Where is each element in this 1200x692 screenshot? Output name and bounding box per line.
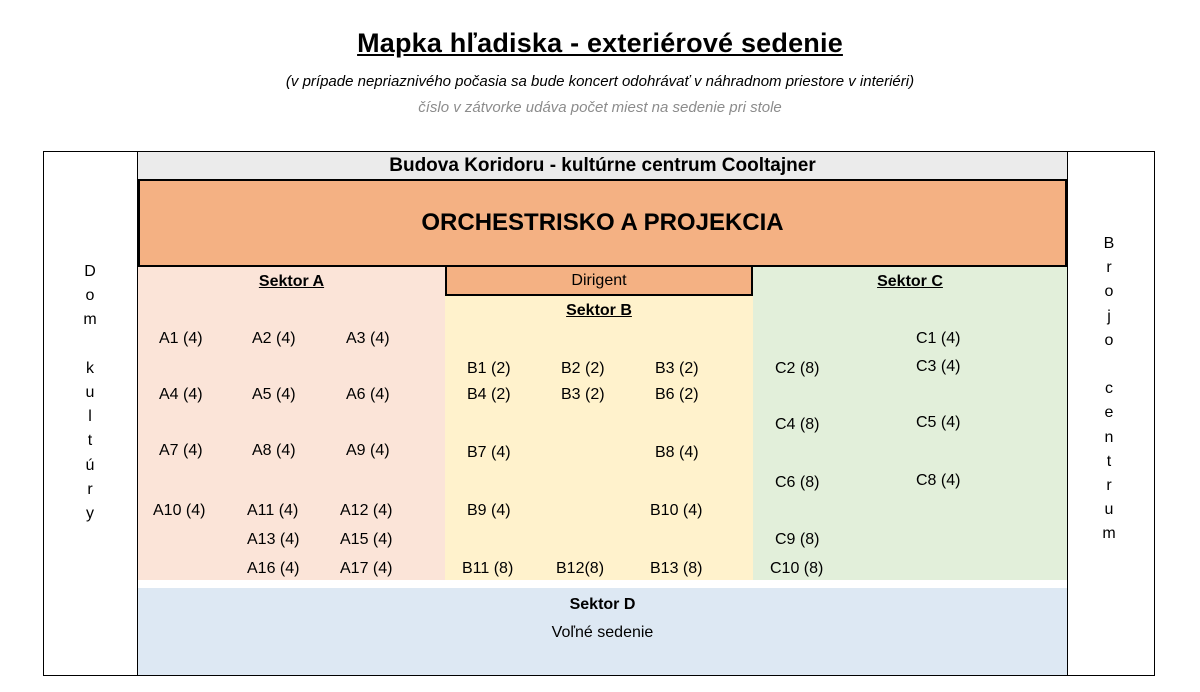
seat-a8: A8 (4) — [252, 442, 296, 459]
right-letter: t — [1106, 452, 1112, 470]
right-letter: o — [1104, 283, 1114, 301]
seat-a15: A15 (4) — [340, 531, 393, 548]
seat-c3: C3 (4) — [916, 358, 961, 375]
seat-c8: C8 (4) — [916, 472, 961, 489]
building-header: Budova Koridoru - kultúrne centrum Cooltajner — [138, 152, 1067, 179]
right-letter: r — [1106, 259, 1112, 277]
seat-a7: A7 (4) — [159, 442, 203, 459]
left-side-label — [43, 260, 137, 526]
seat-c10: C10 (8) — [770, 560, 824, 577]
seat-a16: A16 (4) — [247, 560, 300, 577]
seat-a10: A10 (4) — [153, 502, 206, 519]
seat-a13: A13 (4) — [247, 531, 300, 548]
left-letter: y — [86, 504, 94, 522]
left-letter: t — [87, 432, 93, 450]
seating-note: číslo v zátvorke udáva počet miest na sedenie pri stole — [418, 99, 782, 116]
seat-a2: A2 (4) — [252, 330, 296, 347]
left-letter — [43, 333, 137, 357]
seat-b11: B11 (8) — [462, 560, 514, 577]
left-letter: ú — [85, 456, 95, 474]
left-letter: l — [88, 408, 92, 426]
right-letter: m — [1102, 525, 1116, 543]
left-letter: k — [86, 359, 94, 377]
seat-a6: A6 (4) — [346, 386, 390, 403]
seat-b4: B4 (2) — [467, 386, 511, 403]
right-letter: n — [1104, 428, 1114, 446]
right-letter: B — [1103, 235, 1115, 252]
sector-b-label: Sektor B — [566, 302, 632, 319]
seat-b1: B1 (2) — [467, 360, 511, 377]
seat-b10: B10 (4) — [650, 502, 703, 519]
seat-b7: B7 (4) — [467, 444, 511, 461]
orchestra-area: ORCHESTRISKO A PROJEKCIA — [138, 179, 1067, 267]
seat-c9: C9 (8) — [775, 531, 820, 548]
seat-b2: B2 (2) — [561, 360, 605, 377]
seat-c5: C5 (4) — [916, 414, 961, 431]
left-letter: o — [85, 287, 95, 305]
seat-c1: C1 (4) — [916, 330, 961, 347]
seat-b3-second: B3 (2) — [561, 386, 605, 403]
sector-d-label: Sektor D — [569, 596, 636, 613]
seat-c6: C6 (8) — [775, 474, 820, 491]
seat-a5: A5 (4) — [252, 386, 296, 403]
page-subtitle: (v prípade nepriaznivého počasia sa bude koncert odohrávať v náhradnom priestore v interiéri) — [285, 73, 915, 90]
seat-b3: B3 (2) — [655, 360, 699, 377]
seat-b9: B9 (4) — [467, 502, 511, 519]
left-letter: D — [84, 263, 96, 280]
left-letter: r — [87, 480, 93, 498]
conductor-area: Dirigent — [445, 267, 753, 296]
page-title: Mapka hľadiska - exteriérové sedenie — [357, 28, 843, 58]
sector-a-label: Sektor A — [258, 273, 325, 290]
seat-a11: A11 (4) — [247, 502, 299, 519]
seat-b8: B8 (4) — [655, 444, 699, 461]
left-letter: m — [83, 311, 97, 329]
sector-d-text: Voľné sedenie — [551, 624, 654, 641]
seat-a12: A12 (4) — [340, 502, 393, 519]
seat-b12: B12(8) — [556, 560, 605, 577]
right-letter: c — [1105, 380, 1113, 398]
seat-c4: C4 (8) — [775, 416, 820, 433]
right-letter: o — [1104, 331, 1114, 349]
seat-b6: B6 (2) — [655, 386, 699, 403]
seat-c2: C2 (8) — [775, 360, 820, 377]
left-letter: u — [85, 383, 95, 401]
seat-a3: A3 (4) — [346, 330, 390, 347]
right-letter — [1063, 353, 1155, 377]
left-divider — [137, 151, 138, 676]
seat-a1: A1 (4) — [159, 330, 203, 347]
right-letter: e — [1104, 404, 1114, 422]
seat-a9: A9 (4) — [346, 442, 390, 459]
right-letter: u — [1104, 501, 1114, 519]
seat-b13: B13 (8) — [650, 560, 703, 577]
sector-c-label: Sektor C — [877, 273, 943, 290]
right-side-label — [1063, 232, 1155, 546]
seat-a17: A17 (4) — [340, 560, 393, 577]
seat-a4: A4 (4) — [159, 386, 203, 403]
right-letter: r — [1106, 476, 1112, 494]
right-letter: j — [1107, 307, 1111, 325]
